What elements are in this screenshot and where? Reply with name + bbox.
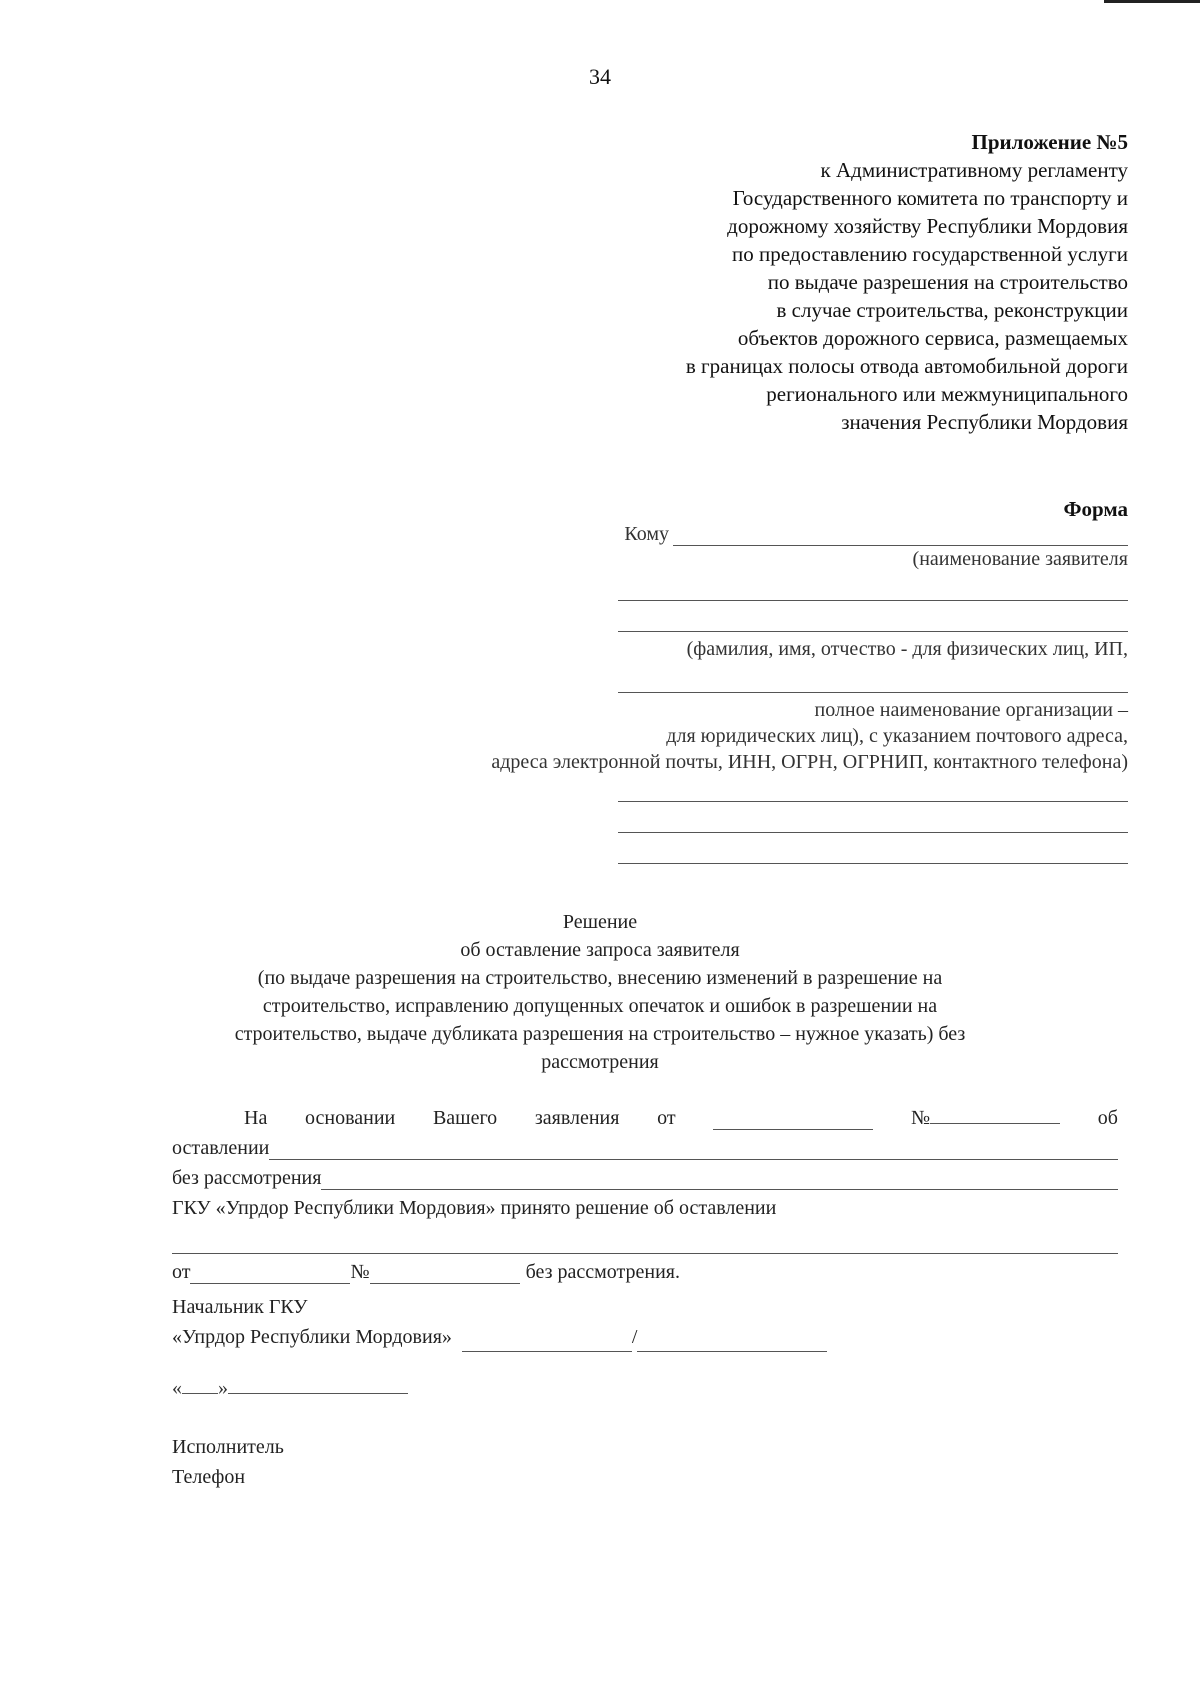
addressee-field[interactable] — [618, 674, 1128, 693]
date-open-quote: « — [172, 1377, 182, 1399]
appendix-line: дорожному хозяйству Республики Мордовия — [727, 214, 1128, 238]
decision-note: (по выдаче разрешения на строительство, внесению изменений в разрешение на — [257, 967, 943, 989]
appendix-line: Государственного комитета по транспорту и — [732, 186, 1128, 210]
without-field[interactable] — [321, 1171, 1118, 1190]
decision-note: строительство, выдаче дубликата разрешения на строительство – нужное указать) без — [234, 1023, 966, 1045]
decision-body — [172, 1100, 1118, 1284]
appendix-line: к Административному регламенту — [820, 158, 1128, 182]
executor-block — [172, 1432, 284, 1492]
appendix-line: значения Республики Мордовия — [841, 410, 1128, 434]
addressee-hint-org: для юридических лиц), с указанием почтового адреса, — [666, 725, 1128, 747]
signature-name-field[interactable] — [637, 1333, 827, 1352]
decision-heading — [150, 908, 1050, 1076]
appendix-line: в случае строительства, реконструкции — [776, 298, 1128, 322]
addressee-field[interactable] — [618, 582, 1128, 601]
addressee-hint-org: полное наименование организации – — [814, 699, 1128, 721]
addressee-field[interactable] — [618, 613, 1128, 632]
addressee-hint-org: адреса электронной почты, ИНН, ОГРН, ОГРНИП, контактного телефона) — [491, 751, 1128, 773]
addressee-field[interactable] — [618, 845, 1128, 864]
appendix-line: объектов дорожного сервиса, размещаемых — [737, 326, 1128, 350]
decision-number-field[interactable] — [370, 1265, 520, 1284]
date-close-quote: » — [218, 1377, 228, 1399]
addressee-to-label: Кому — [624, 523, 669, 545]
body-word: Вашего — [432, 1107, 498, 1129]
body-leave-line — [172, 1130, 1118, 1160]
body-first-line — [172, 1100, 1118, 1130]
signature-field[interactable] — [462, 1333, 632, 1352]
body-decision-line — [172, 1190, 1118, 1220]
decision-text: ГКУ «Упрдор Республики Мордовия» принято решение об оставлении — [172, 1197, 777, 1219]
signature-row — [172, 1322, 827, 1352]
form-label: Форма — [1063, 497, 1128, 521]
body-word: от — [657, 1107, 676, 1129]
application-date-field[interactable] — [713, 1111, 873, 1130]
decision-subtitle: об оставление запроса заявителя — [460, 939, 740, 961]
leave-label: оставлении — [172, 1137, 270, 1159]
without-end-label: без рассмотрения. — [525, 1261, 681, 1283]
appendix-line: в границах полосы отвода автомобильной дороги — [685, 354, 1128, 378]
appendix-title: Приложение №5 — [971, 130, 1128, 154]
page-number: 34 — [589, 64, 611, 89]
addressee-field[interactable] — [618, 814, 1128, 833]
date-month-year-field[interactable] — [228, 1375, 408, 1394]
decision-subject-field[interactable] — [172, 1235, 1118, 1254]
body-word: заявления — [534, 1107, 620, 1129]
addressee-to-row — [288, 520, 1128, 546]
decision-note: рассмотрения — [541, 1051, 659, 1073]
from-label: от — [172, 1261, 191, 1283]
addressee-hint-name: (наименование заявителя — [912, 548, 1128, 570]
addressee-to-field[interactable] — [673, 527, 1128, 546]
leave-field[interactable] — [269, 1141, 1118, 1160]
addressee-block — [288, 520, 1128, 864]
phone-label: Телефон — [172, 1466, 246, 1488]
body-word: об — [1097, 1107, 1118, 1129]
decision-date-field[interactable] — [190, 1265, 350, 1284]
number-sign: № — [911, 1107, 931, 1129]
body-without-line — [172, 1160, 1118, 1190]
addressee-hint-person: (фамилия, имя, отчество - для физических лиц, ИП, — [686, 638, 1128, 660]
without-label: без рассмотрения — [172, 1167, 322, 1189]
executor-label: Исполнитель — [172, 1436, 284, 1458]
signature-organization: «Упрдор Республики Мордовия» — [172, 1326, 452, 1348]
application-number-field[interactable] — [930, 1105, 1060, 1124]
addressee-field[interactable] — [618, 783, 1128, 802]
body-word: На — [244, 1107, 268, 1129]
date-day-field[interactable] — [182, 1375, 218, 1394]
appendix-line: регионального или межмуниципального — [766, 382, 1128, 406]
body-from-line — [172, 1254, 1118, 1284]
date-row — [172, 1375, 408, 1400]
signature-position: Начальник ГКУ — [172, 1296, 308, 1318]
body-number-sign — [911, 1105, 1060, 1130]
appendix-header — [508, 128, 1128, 436]
appendix-line: по выдаче разрешения на строительство — [767, 270, 1128, 294]
decision-title: Решение — [562, 911, 638, 933]
signature-block — [172, 1292, 827, 1352]
body-word: основании — [305, 1107, 396, 1129]
corner-scan-mark — [1104, 0, 1200, 3]
appendix-line: по предоставлению государственной услуги — [732, 242, 1128, 266]
body-blank-line — [172, 1224, 1118, 1254]
decision-note: строительство, исправлению допущенных опечаток и ошибок в разрешении на — [262, 995, 938, 1017]
number-sign: № — [350, 1261, 370, 1283]
signature-slash: / — [631, 1326, 638, 1348]
